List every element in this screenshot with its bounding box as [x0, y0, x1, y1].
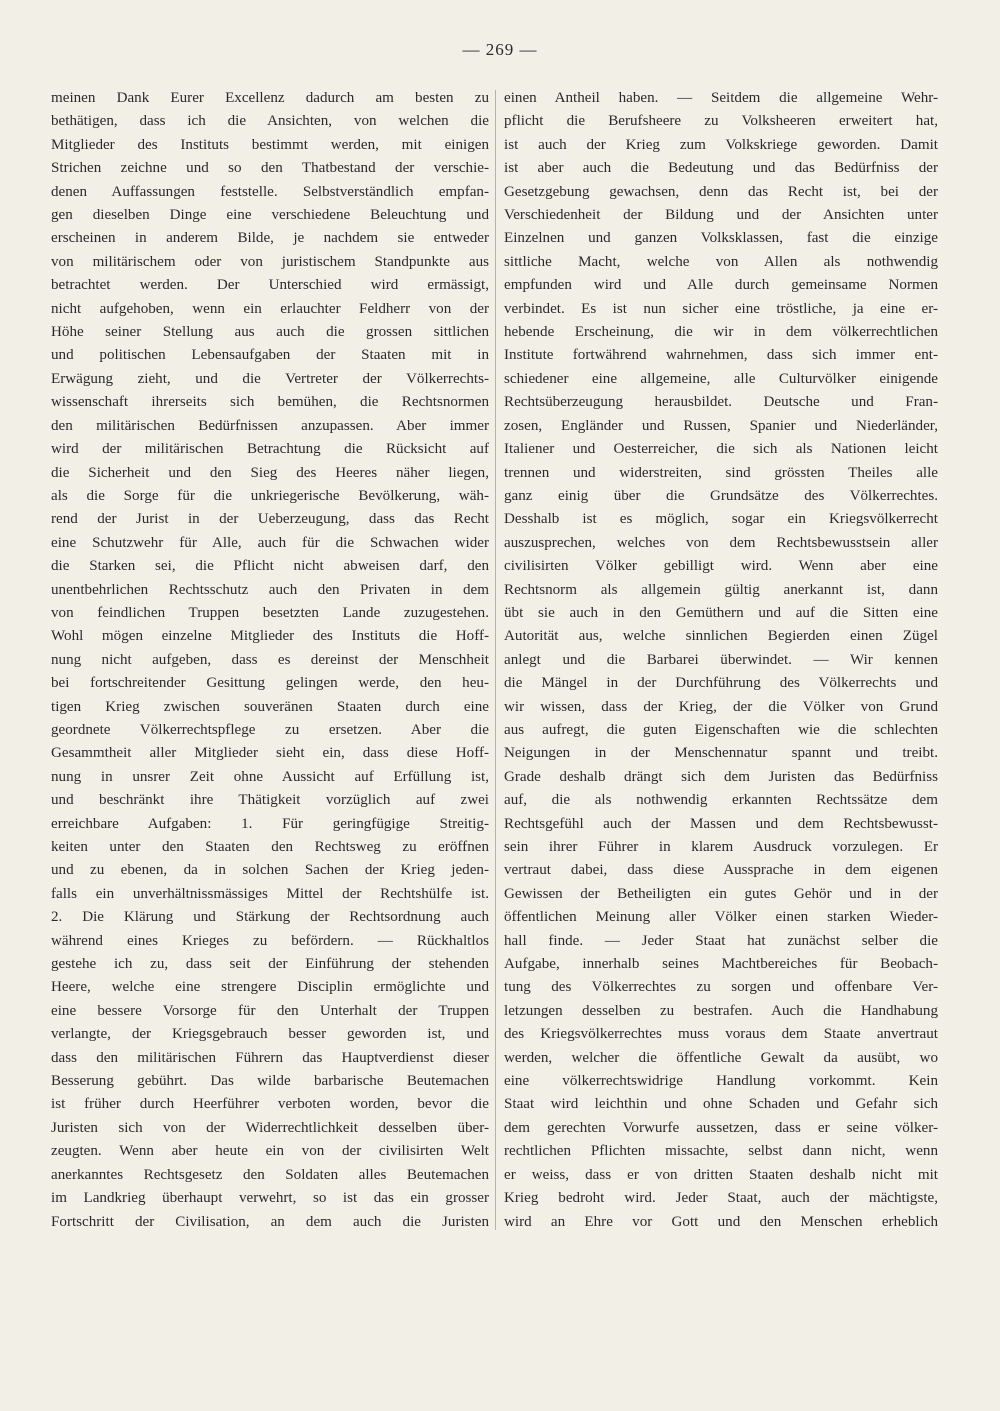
text-line: anerkanntes Rechtsgesetz den Soldaten alles Beutemachen: [51, 1166, 489, 1183]
text-line: und politischen Lebensaufgaben der Staaten mit in: [51, 347, 489, 364]
text-line: rend der Jurist in der Ueberzeugung, dass das Recht: [51, 511, 489, 528]
text-line: die Sicherheit und den Sieg des Heeres näher liegen,: [51, 464, 489, 481]
text-line: bei fortschreitender Gesittung gelingen werde, den heu-: [51, 675, 489, 692]
text-line: anlegt und die Barbarei überwindet. — Wir kennen: [504, 651, 938, 668]
text-line: ist aber auch die Bedeutung und das Bedürfniss der: [504, 160, 938, 177]
text-line: wir wissen, dass der Krieg, der die Völker von Grund: [504, 698, 938, 715]
text-line: Rechtsüberzeugung herausbildet. Deutsche und Fran-: [504, 394, 938, 411]
text-line: eine völkerrechtswidrige Handlung vorkommt. Kein: [504, 1073, 938, 1090]
column-divider: [495, 90, 496, 1230]
text-line: civilisirten Völker gebilligt wird. Wenn aber eine: [504, 558, 938, 575]
text-line: eine Schutzwehr für Alle, auch für die Schwachen wider: [51, 534, 489, 551]
text-line: eine bessere Vorsorge für den Unterhalt der Truppen: [51, 1002, 489, 1019]
text-line: Gesetzgebung gewachsen, denn das Recht ist, bei der: [504, 183, 938, 200]
text-line: Einzelnen und ganzen Volksklassen, fast die einzige: [504, 230, 938, 247]
text-line: dem gerechten Vorwurfe aussetzen, dass er seine völker-: [504, 1119, 938, 1136]
text-line: wird an Ehre vor Gott und den Menschen erheblich: [504, 1213, 938, 1230]
text-line: wissenschaft ihrerseits sich bemühen, die Rechtsnormen: [51, 394, 489, 411]
text-line: er weiss, dass er von dritten Staaten deshalb nicht mit: [504, 1166, 938, 1183]
text-line: auf, die als nothwendig erkannten Rechtssätze dem: [504, 792, 938, 809]
text-line: den militärischen Bedürfnissen anzupassen. Aber immer: [51, 417, 489, 434]
text-line: verlangte, der Kriegsgebrauch besser geworden ist, und: [51, 1026, 489, 1043]
text-line: Italiener und Oesterreicher, die sich als Nationen leicht: [504, 441, 938, 458]
text-line: falls ein unverhältnissmässiges Mittel der Rechtshülfe ist.: [51, 885, 489, 902]
text-line: Autorität aus, welche sinnlichen Begierden einen Zügel: [504, 628, 938, 645]
text-line: empfunden wird und Alle durch gemeinsame Normen: [504, 277, 938, 294]
text-line: und zu ebenen, da in solchen Sachen der Krieg jeden-: [51, 862, 489, 879]
text-line: Strichen zeichne und so den Thatbestand der verschie-: [51, 160, 489, 177]
text-line: Desshalb ist es möglich, sogar ein Kriegsvölkerrecht: [504, 511, 938, 528]
text-line: rechtlichen Pflichten missachte, selbst dann nicht, wenn: [504, 1143, 938, 1160]
text-line: denen Auffassungen feststelle. Selbstverständlich empfan-: [51, 183, 489, 200]
text-line: wird der militärischen Betrachtung die Rücksicht auf: [51, 441, 489, 458]
text-line: gen dieselben Dinge eine verschiedene Beleuchtung und: [51, 207, 489, 224]
text-line: vertraut dabei, dass diese Aussprache in dem eigenen: [504, 862, 938, 879]
text-line: Rechtsgefühl auch der Massen und dem Rechtsbewusst-: [504, 815, 938, 832]
text-line: schiedener eine allgemeine, alle Culturvölker einigende: [504, 370, 938, 387]
text-line: Besserung gebührt. Das wilde barbarische Beutemachen: [51, 1073, 489, 1090]
text-line: Gewissen der Betheiligten ein gutes Gehör und in der: [504, 885, 938, 902]
text-line: Mitglieder des Instituts bestimmt werden, mit einigen: [51, 136, 489, 153]
text-line: die Starken sei, die Pflicht nicht abweisen darf, den: [51, 558, 489, 575]
text-line: Staat wird leichthin und ohne Schaden und Gefahr sich: [504, 1096, 938, 1113]
text-line: nicht aufgehoben, wenn ein erlauchter Feldherr von der: [51, 300, 489, 317]
text-line: nung nicht aufgeben, dass es dereinst der Menschheit: [51, 651, 489, 668]
text-line: erscheinen in anderem Bilde, je nachdem sie entweder: [51, 230, 489, 247]
text-line: meinen Dank Eurer Excellenz dadurch am besten zu: [51, 90, 489, 106]
text-line: unentbehrlichen Rechtsschutz auch den Privaten in dem: [51, 581, 489, 598]
text-line: Höhe seiner Stellung aus auch die grossen sittlichen: [51, 324, 489, 341]
text-line: sittliche Macht, welche von Allen als nothwendig: [504, 253, 938, 270]
text-line: öffentlichen Meinung aller Völker einen starken Wieder-: [504, 909, 938, 926]
text-line: Krieg bedroht wird. Jeder Staat, auch der mächtigste,: [504, 1190, 938, 1207]
text-line: ganz einig über die Grundsätze des Völkerrechtes.: [504, 487, 938, 504]
left-column: [51, 87, 489, 1234]
text-line: Wohl mögen einzelne Mitglieder des Instituts die Hoff-: [51, 628, 489, 645]
text-line: ist auch der Krieg zum Volkskriege geworden. Damit: [504, 136, 938, 153]
text-line: erreichbare Aufgaben: 1. Für geringfügige Streitig-: [51, 815, 489, 832]
text-line: tung des Völkerrechtes zu sorgen und offenbare Ver-: [504, 979, 938, 996]
text-line: auszusprechen, welches von dem Rechtsbewusstsein aller: [504, 534, 938, 551]
text-line: gestehe ich zu, dass seit der Einführung der stehenden: [51, 956, 489, 973]
text-line: ist früher durch Heerführer verboten worden, bevor die: [51, 1096, 489, 1113]
text-line: betrachtet werden. Der Unterschied wird ermässigt,: [51, 277, 489, 294]
text-line: Juristen sich von der Widerrechtlichkeit desselben über-: [51, 1119, 489, 1136]
text-line: von militärischem oder von juristischem Standpunkte aus: [51, 253, 489, 270]
text-line: Aufgabe, innerhalb seines Machtbereiches für Beobach-: [504, 956, 938, 973]
text-line: Fortschritt der Civilisation, an dem auch die Juristen: [51, 1213, 489, 1230]
text-line: und beschränkt ihre Thätigkeit vorzüglich auf zwei: [51, 792, 489, 809]
page-number: — 269 —: [462, 40, 538, 59]
text-line: hebende Erscheinung, die wir in dem völkerrechtlichen: [504, 324, 938, 341]
text-line: sein ihrer Führer in klarem Ausdruck vorzulegen. Er: [504, 839, 938, 855]
text-line: 2. Die Klärung und Stärkung der Rechtsordnung auch: [51, 909, 489, 926]
text-line: Verschiedenheit der Bildung und der Ansichten unter: [504, 207, 938, 224]
text-line: während eines Krieges zu befördern. — Rückhaltlos: [51, 932, 489, 949]
text-line: pflicht die Berufsheere zu Volksheeren erweitert hat,: [504, 113, 938, 130]
text-line: keiten unter den Staaten den Rechtsweg zu eröffnen: [51, 839, 489, 855]
text-line: im Landkrieg überhaupt verwehrt, so ist das ein grosser: [51, 1190, 489, 1207]
text-line: Gesammtheit aller Mitglieder sieht ein, dass diese Hoff-: [51, 745, 489, 762]
text-line: letzungen desselben zu bestrafen. Auch die Handhabung: [504, 1002, 938, 1019]
text-line: werden, welcher die öffentliche Gewalt da ausübt, wo: [504, 1049, 938, 1066]
text-line: die Mängel in der Durchführung des Völkerrechts und: [504, 675, 938, 692]
text-line: dass den militärischen Führern das Hauptverdienst dieser: [51, 1049, 489, 1066]
text-line: zosen, Engländer und Russen, Spanier und Niederländer,: [504, 417, 938, 434]
text-line: nung in unsrer Zeit ohne Aussicht auf Erfüllung ist,: [51, 768, 489, 785]
text-line: zeugten. Wenn aber heute ein von der civilisirten Welt: [51, 1143, 489, 1160]
text-line: hall finde. — Jeder Staat hat zunächst selber die: [504, 932, 938, 949]
text-line: von feindlichen Truppen besetzten Lande zuzugestehen.: [51, 604, 489, 621]
text-line: Institute fortwährend wahrnehmen, dass sich immer ent-: [504, 347, 938, 364]
text-line: des Kriegsvölkerrechtes muss voraus dem Staate anvertraut: [504, 1026, 938, 1043]
text-line: Neigungen in der Menschennatur spannt und treibt.: [504, 745, 938, 762]
text-line: trennen und widerstreiten, sind grössten Theiles alle: [504, 464, 938, 481]
right-column: [504, 87, 938, 1234]
text-line: Heere, welche eine strengere Disciplin ermöglichte und: [51, 979, 489, 996]
text-line: aus aufregt, die guten Eigenschaften wie die schlechten: [504, 721, 938, 738]
text-line: als die Sorge für die unkriegerische Bevölkerung, wäh-: [51, 487, 489, 504]
text-line: einen Antheil haben. — Seitdem die allgemeine Wehr-: [504, 90, 938, 106]
text-line: übt sie auch in den Gemüthern und auf die Sitten eine: [504, 604, 938, 621]
text-line: tigen Krieg zwischen souveränen Staaten durch eine: [51, 698, 489, 715]
text-line: Grade deshalb drängt sich dem Juristen das Bedürfniss: [504, 768, 938, 785]
text-line: geordnete Völkerrechtspflege zu ersetzen. Aber die: [51, 721, 489, 738]
text-line: verbindet. Es ist nun sicher eine tröstliche, ja eine er-: [504, 300, 938, 317]
text-line: Rechtsnorm als allgemein gültig anerkannt ist, dann: [504, 581, 938, 598]
text-line: Erwägung zieht, und die Vertreter der Völkerrechts-: [51, 370, 489, 387]
text-line: bethätigen, dass ich die Ansichten, von welchen die: [51, 113, 489, 130]
